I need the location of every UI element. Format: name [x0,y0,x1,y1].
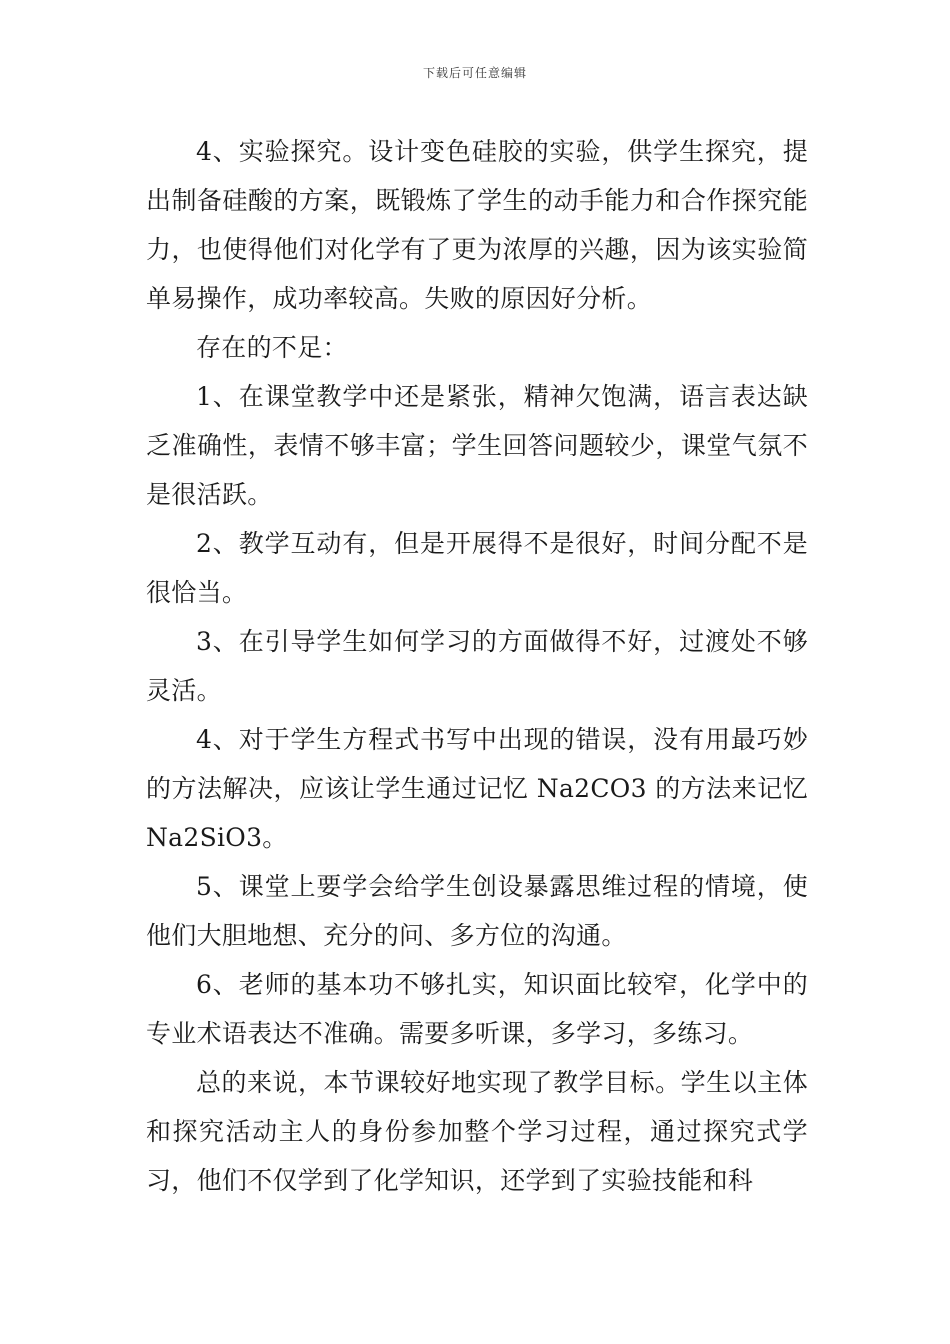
paragraph-shortcoming-5: 5、课堂上要学会给学生创设暴露思维过程的情境，使他们大胆地想、充分的问、多方位的沟通。 [146,872,808,950]
paragraph-shortcoming-2: 2、教学互动有，但是开展得不是很好，时间分配不是很恰当。 [146,529,808,607]
paragraph-shortcoming-1: 1、在课堂教学中还是紧张，精神欠饱满，语言表达缺乏准确性，表情不够丰富；学生回答问题较少，课堂气氛不是很活跃。 [146,382,808,509]
paragraph-experiment-inquiry: 4、实验探究。设计变色硅胶的实验，供学生探究，提出制备硅酸的方案，既锻炼了学生的动手能力和合作探究能力，也使得他们对化学有了更为浓厚的兴趣，因为该实验简单易操作，成功率较高。失败的原因好分析。 [146,137,808,313]
document-body [146,127,808,1205]
paragraph-summary: 总的来说，本节课较好地实现了教学目标。学生以主体和探究活动主人的身份参加整个学习过程，通过探究式学习，他们不仅学到了化学知识，还学到了实验技能和科 [146,1068,808,1195]
header-note: 下载后可任意编辑 [422,66,527,80]
paragraph-shortcomings-heading: 存在的不足： [196,333,348,362]
paragraph-shortcoming-6: 6、老师的基本功不够扎实，知识面比较窄，化学中的专业术语表达不准确。需要多听课，多学习，多练习。 [146,970,808,1048]
paragraph-shortcoming-3: 3、在引导学生如何学习的方面做得不好，过渡处不够灵活。 [146,627,808,705]
paragraph-shortcoming-4: 4、对于学生方程式书写中出现的错误，没有用最巧妙的方法解决，应该让学生通过记忆 Na2CO3 的方法来记忆 Na2SiO3。 [146,725,808,852]
